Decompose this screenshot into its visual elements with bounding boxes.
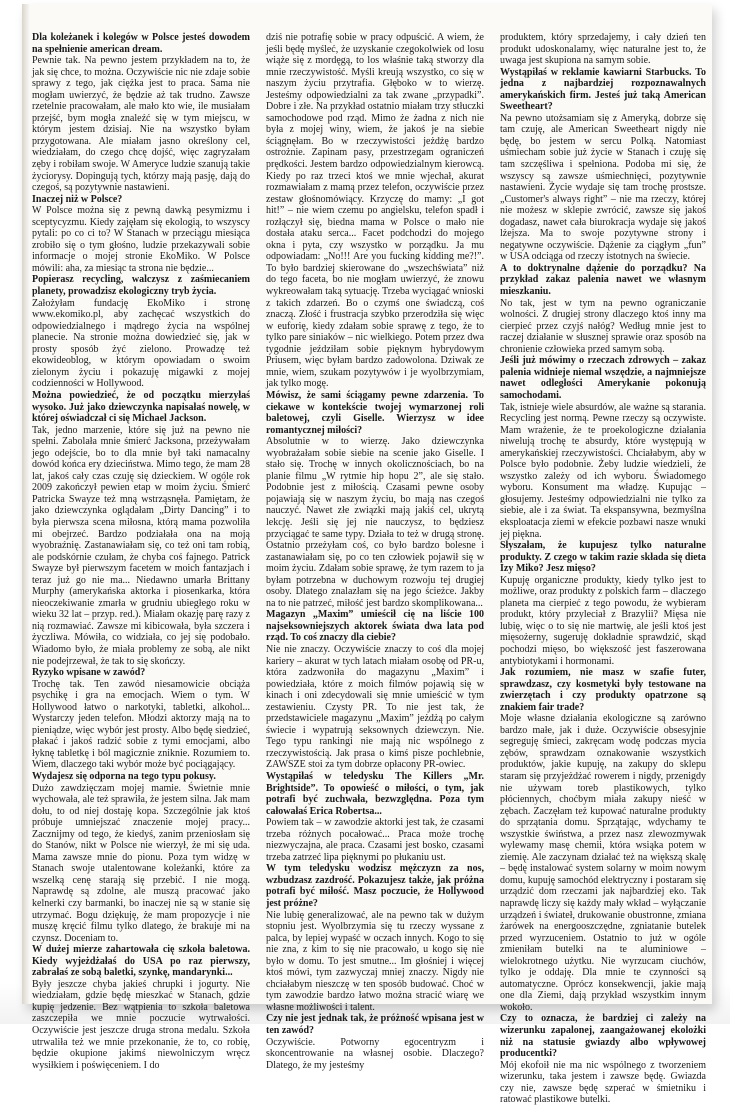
interview-answer: dziś nie potrafię sobie w pracy odpuścić. A wiem, że jeśli będę myśleć, że uzyskanie czegokolwiek od losu wiąże się z mordęgą, to los właśnie taką stworzy dla mnie rzeczywistość. Myśli kreują wszystko, co się w naszym życiu przytrafia. Głęboko w to wierzę. Jesteśmy odpowiedzialni za tak zwane „przypadki”. Dobre i złe. Na przykład ostatnio miałam trzy stłuczki samochodowe pod rząd. Mimo że żadna z nich nie była z mojej winy, wiem, że jakoś je na siebie ściągnęłam. Bo w rzeczywistości jeżdżę bardzo ostrożnie. Zapinam pasy, przestrzegam ograniczeń prędkości. Jestem bardzo odpowiedzialnym kierowcą. Kiedy po raz trzeci ktoś we mnie wjechał, akurat rozmawiałam z mamą przez telefon, oczywiście przez zestaw głośnomówiący. Krzyczę do mamy: „I got hit!” – nie wiem czemu po angielsku, telefon spadł i rozłączył się, biedna mama w Polsce o mało nie dostała ataku serca... Facet podchodzi do mojego okna i pyta, czy wszystko w porządku. Ja mu odpowiadam: „No!!! Are you fucking kidding me?!”. To było bardziej skierowane do „wszechświata” niż do tego faceta, bo nie mogłam uwierzyć, że znowu wykreowałam taką sytuację. Trzeba wyciągać wnioski z takich zdarzeń. Bo o czymś one świadczą, coś znaczą. Złość i frustracja szybko przerodziła się więc w euforię, kiedy zdałam sobie sprawę z tego, że to tylko pare siniaków – nic wielkiego. Potem przez dwa tygodnie jeździłam sobie pięknym hybrydowym Priusem, więc byłam bardzo zadowolona. Dziwak ze mnie, wiem, szukam pozytywów i je wyolbrzymiam, jak tylko mogę. — [266, 32, 484, 390]
interview-answer: Moje własne działania ekologiczne są zarówno bardzo małe, jak i duże. Oczywiście obsesyjnie segreguję śmieci, zakręcam wodę podczas mycia zębów, sprawdzam oznakowanie wszystkich produktów, jakie kupuję, na zakupy do sklepu staram się przyjeżdżać rowerem i nigdy, przenigdy nie używam toreb plastikowych, tylko płóciennych, choćbym miała zakupy nieść w zębach. Zaczęłam też kupować naturalne produkty do sprzątania domu. Sprzątając, wdychamy te wszystkie świństwa, a przez nasz zlewozmywak wylewamy masę chemii, która wsiąka potem w ziemię. Ale zaczynam działać też na większą skalę – będę instalować system solarny w moim nowym domu, kupuję samochód elektryczny i postaram się urządzić dom rzeczami jak najbardziej eko. Tak naprawdę liczy się każdy mały wkład – wyłączanie urządzeń i świateł, drukowanie obustronne, zmiana żarówek na energooszczędne, zgniatanie butelek przed wyrzuceniem. Ostatnio to już w ogóle zmieniłam butelki na te aluminiowe – wielokrotnego użytku. Nie wyrzucam ciuchów, tylko je oddaję. Dla mnie te czynności są automatyczne. Oprócz konsekwencji, jakie mają one dla Ziemi, dają przykład wszystkim innym wokoło. — [500, 713, 706, 1013]
interview-answer: Na pewno utożsamiam się z Ameryką, dobrze się tam czuję, ale American Sweetheart nigdy nie będę, bo jestem w sercu Polką. Natomiast uśmiecham sobie już życie w Stanach i czuję się tam szczęśliwa i spełniona. Podoba mi się, że wszyscy są zawsze uśmiechnięci, pozytywnie nastawieni. Życie wydaje się tam trochę prostsze. „Customer's always right” – nie ma rzeczy, której nie możesz w sklepie zwrócić, zawsze się jakoś dogadasz, nawet cała biurokracja wydaje się jakoś lżejsza. Ma to swoje pozytywne strony i negatywne oczywiście. Dążenie za ciągłym „fun” w USA odciąga od rzeczy istotnych na świecie. — [500, 112, 706, 263]
interview-question: Popierasz recycling, walczysz z zaśmiecaniem planety, prowadzisz ekologiczny tryb życia. — [32, 274, 250, 298]
text-column-1 — [32, 32, 250, 1071]
interview-answer: Pewnie tak. Na pewno jestem przykładem na to, że jak się chce, to można. Oczywiście nic nie zdaje sobie sprawy z tego, jak ciężka jest to praca. Sama nie mogłam uwierzyć, że będzie aż tak trudno. Zawsze rzetelnie pracowałam, ale mało kto wie, ile musiałam przejść, bym mogła znaleźć się w tym miejscu, w którym jestem dzisiaj. Nie na wszystko byłam przygotowana. Ale miałam jasno określony cel, wiedziałam, do czego chcę dojść, więc zagryzałam zęby i robiłam swoje. W Ameryce ludzie szanują takie życiorysy. Dopingują tych, którzy mają pasję, dają do czegoś, są pozytywnie nastawieni. — [32, 55, 250, 194]
interview-answer: Tak, jedno marzenie, które się już na pewno nie spełni. Zabolała mnie śmierć Jacksona, przeżywałam jego odejście, bo to dla mnie był taki namacalny dowód końca ery dzieciństwa. Mimo tego, że mam 28 lat, jakoś cały czas czuję się dzieckiem. W ogóle rok 2009 zakończył pewien etap w moim życiu. Śmierć Patricka Swayze też mną wstrząsnęła. Pamiętam, że jako dziewczynka oglądałam „Dirty Dancing” i to była pierwsza scena miłosna, którą mama pozwoliła mi obejrzeć. Bardzo podziałała ona na moją wyobraźnię. Zastanawiałam się, co też oni tam robią, ale podskórnie czułam, że chyba coś fajnego. Patrick Swayze był pierwszym facetem w moich fantazjach i teraz już go nie ma... Niedawno umarła Brittany Murphy (amerykańska aktorka i piosenkarka, która nieoczekiwanie zmarła w grudniu ubiegłego roku w wieku 32 lat – przyp. red.). Miałam okazję parę razy z nią rozmawiać. Zawsze mi kibicowała, była szczera i życzliwa. Mówiła, co widziała, co jej się podobało. Wiadomo było, że miała problemy ze sobą, ale nikt nie podejrzewał, że tak to się skończy. — [32, 424, 250, 667]
interview-question: Słyszałam, że kupujesz tylko naturalne produkty. Z czego w takim razie składa się dieta Izy Miko? Jesz mięso? — [500, 540, 706, 575]
interview-question: Jak rozumiem, nie masz w szafie futer, sprawdzasz, czy kosmetyki były testowane na zwierzętach i czy produkty opatrzone są znakiem fair trade? — [500, 667, 706, 713]
interview-question: Mówisz, że sami ściągamy pewne zdarzenia. To ciekawe w kontekście twojej wymarzonej roli baletowej, czyli Giselle. Wierzysz w idee romantycznej miłości? — [266, 389, 484, 436]
interview-answer: Absolutnie w to wierzę. Jako dziewczynka wyobrażałam sobie siebie na scenie jako Giselle. I stało się. Trochę w innych okolicznościach, bo na planie filmu „W rytmie hip hopu 2”, ale się stało. Podobnie jest z miłością. Czasami pewne osoby pojawiają się w naszym życiu, bo mają nas czegoś nauczyć. Nawet złe związki mają jakiś cel, ukrytą lekcję. Jeśli się jej nie nauczysz, to będziesz przyciągać te same typy. Działa to też w drugą stronę. Ostatnio przeżyłam coś, co było bardzo bolesne i zastanawiałam się, po co ten człowiek pojawił się w moim życiu. Zdałam sobie sprawę, że tym razem to ja byłam potrzebna w duchowym rozwoju tej drugiej osoby. Dlatego znalazłam się na jego ścieżce. Jakby na to nie patrzeć, miłość jest bardzo skomplikowana... — [266, 436, 484, 609]
interview-question: Magazyn „Maxim” umieścił cię na liście 100 najseksowniejszych aktorek świata dwa lata pod rząd. To coś znaczy dla ciebie? — [266, 609, 484, 644]
interview-answer: Kupuję organiczne produkty, kiedy tylko jest to możliwe, oraz produkty z polskich farm – dlaczego planeta ma cierpieć z tego powodu, że wybieram produkt, który przyleciał z Brazylii? Mięsa nie lubię, więc o to się nie martwię, ale jeśli ktoś jest mięsożerny, sugeruję dokładnie sprawdzić, skąd pochodzi mięso, bo większość jest faszerowana antybiotykami i hormonami. — [500, 574, 706, 667]
interview-question: Można powiedzieć, że od początku mierzyłaś wysoko. Już jako dziewczynka napisałaś nowelę, w której oświadczał ci się Michael Jackson. — [32, 389, 250, 425]
interview-question: W dużej mierze zahartowała cię szkoła baletowa. Kiedy wyjeżdżałaś do USA po raz pierwszy, zabrałaś ze sobą baletki, szynkę, mandarynki... — [32, 944, 250, 979]
interview-answer: W Polsce można się z pewną dawką pesymizmu i sceptycyzmu. Kiedy zajęłam się ekologią, to wszyscy pytali: po co ci to? W Stanach w przeciągu miesiąca zrobiło się o tym głośno, ludzie przekazywali sobie informacje o mojej stronie EkoMiko. W Polsce mówili: aha, za miesiąc ta strona nie będzie... — [32, 205, 250, 274]
interview-answer: No tak, jest w tym na pewno ograniczanie wolności. Z drugiej strony dlaczego ktoś inny ma cierpieć przez czyjś nałóg? Według mnie jest to raczej działanie w słusznej sprawie oraz sposób na chronienie człowieka przed samym sobą. — [500, 297, 706, 355]
interview-answer: Nie nie znaczy. Oczywiście znaczy to coś dla mojej kariery – akurat w tych latach miałam osobę od PR-u, która zadzwoniła do magazynu „Maxim” i powiedziała, które z moich filmów pojawią się w kinach i oni zdecydowali się mnie umieścić w tym zestawieniu. Czysty PR. To nie jest tak, że przedstawiciele magazynu „Maxim” jeżdżą po całym świecie i wypatrują seksownych dziewczyn. Nie. Tego typu rankingi nie mają nic wspólnego z rzeczywistością. Jak prasa o kimś pisze pochlebnie, ZAWSZE stoi za tym dobrze opłacony PR-owiec. — [266, 643, 484, 771]
interview-question: Inaczej niż w Polsce? — [32, 193, 123, 205]
interview-answer: Założyłam fundację EkoMiko i stronę www.ekomiko.pl, aby zachęcać wszystkich do odpowiedzialnego i mądrego życia na wspólnej planecie. Na stronie można dowiedzieć się, jak w prosty sposób żyć zielono. Prowadzę też ekowideoblog, w którym opowiadam o swoim zielonym życiu i pokazuję migawki z mojej codzienności w Hollywood. — [32, 297, 250, 390]
magazine-page — [22, 4, 712, 1106]
interview-answer: Oczywiście. Potworny egocentryzm i skoncentrowanie na własnej osobie. Dlaczego? Dlatego, że my jesteśmy — [266, 1036, 484, 1071]
interview-answer: Tak, istnieje wiele absurdów, ale ważne są starania. Recycling jest normą. Pewne rzeczy są oczywiste. Mam wrażenie, że te proekologiczne działania niwelują trochę te absurdy, które występują w amerykańskiej rzeczywistości. Chciałabym, aby w Polsce było podobnie. Żeby ludzie wiedzieli, że wszystko zależy od ich wyboru. Świadomego wyboru. Konsument ma władzę. Kupując – głosujemy. Jesteśmy odpowiedzialni nie tylko za siebie, ale i za świat. Ta ekspansywna, bezmyślna eksploatacja ziemi w efekcie pozbawi nasze wnuki jej piękna. — [500, 401, 706, 540]
interview-answer: Trochę tak. Ten zawód niesamowicie obciąża psychikę i gra na emocjach. Wiem o tym. W Hollywood łatwo o narkotyki, tabletki, alkohol... Wystarczy jeden telefon. Młodzi aktorzy mają na to pieniądze, więc wybór jest prosty. Albo będę siedzieć, płakać i jakoś radzić sobie z tymi emocjami, albo łyknę tabletkę i ból magicznie zniknie. Rozumiem to. Wiem, dlaczego taki wybór może być pociągający. — [32, 678, 250, 771]
interview-question: Jeśli już mówimy o rzeczach zdrowych – zakaz palenia widnieje niemal wszędzie, a najmniejsze nawet odległości Amerykanie pokonują samochodami. — [500, 355, 706, 401]
interview-answer: Powiem tak – w zawodzie aktorki jest tak, że czasami trzeba różnych pocałować... Praca może trochę niezwyczajna, ale praca. Czasami jest bosko, czasami trzeba zatrzeć lipa pięknymi po płukaniu ust. — [266, 817, 484, 863]
interview-answer: Nie lubię generalizować, ale na pewno tak w dużym stopniu jest. Wyolbrzymia się tu rzeczy wyssane z palca, by lepiej wypaść w oczach innych. Kogo to się nie zna, z kim to się nie pracowało, u kogo się nie było w domu. To jest smutne... Im głośniej i więcej ktoś mówi, tym zazwyczaj mniej znaczy. Nigdy nie chciałabym nieszczę w ten sposób budować. Choć w tym zawodzie bardzo łatwo można stracić wiarę we własne możliwości i talent. — [266, 909, 484, 1013]
text-column-3 — [500, 32, 706, 1106]
interview-question: Wystąpiłaś w teledysku The Killers „Mr. Brightside”. To opowieść o miłości, o tym, jak potrafi być zuchwała, bezwzględna. Poza tym całowałaś Erica Robertsa... — [266, 771, 484, 817]
interview-question: Wystąpiłaś w reklamie kawiarni Starbucks. To jedna z najbardziej rozpoznawalnych amerykańskich firm. Jesteś już taką American Sweetheart? — [500, 66, 706, 113]
interview-question: Czy nie jest jednak tak, że próżność wpisana jest w ten zawód? — [266, 1013, 484, 1037]
interview-question: Ryzyko wpisane w zawód? — [32, 667, 146, 679]
interview-answer: Były jeszcze chyba jakieś chrupki i jogurty. Nie wiedziałam, gdzie będę mieszkać w Stanach, gdzie kupię jedzenie. Bez wątpienia to szkoła baletowa zaszczepiła we mnie poczucie wytrwałości. Oczywiście jest jeszcze druga strona medalu. Szkoła utrwaliła też we mnie przekonanie, że to, co robię, będzie okupione jakimś niewolniczym wręcz wysiłkiem i poświęceniem. I do — [32, 978, 250, 1071]
interview-answer: Mój ekofoił nie ma nic wspólnego z tworzeniem wizerunku, taka jestem i zawsze będę. Gwiazda czy nie, zawsze będę szperać w śmietniku i ratować plastikowe butelki. — [500, 1059, 706, 1106]
text-column-2 — [266, 32, 484, 1071]
interview-question: Czy to oznacza, że bardziej ci zależy na wizerunku zapalonej, zaangażowanej ekolożki niż na statusie gwiazdy albo wpływowej producentki? — [500, 1013, 706, 1060]
interview-answer: Dużo zawdzięczam mojej mamie. Świetnie mnie wychowała, ale też sprawiła, że jestem silna. Jak mam dołu, to od niej dostaję kopa. Szczególnie jak ktoś próbuje umniejszać znaczenie mojej pracy... Zacznijmy od tego, że kiedyś, zanim przeniosłam się do Stanów, nikt w Polsce nie wierzył, że mi się uda. Mama zawsze mnie do pionu. Poza tym widzę w Stanach swoje utalentowane koleżanki, które za wszelką cenę starają się przebić. I nie mogą. Naprawdę są zdolne, ale muszą pracować jako kelnerki czy barmanki, bo inaczej nie są w stanie się utrzymać. Bogu dziękuję, że mam propozycje i nie muszę kręcić filmu tylko dlatego, że brakuje mi na czynsz. Doceniam to. — [32, 782, 250, 944]
interview-question: A to doktrynalne dążenie do porządku? Na przykład zakaz palenia nawet we własnym mieszkaniu. — [500, 262, 706, 298]
page-binding-shadow — [22, 4, 30, 1004]
interview-question: Wydajesz się odporna na tego typu pokusy. — [32, 771, 216, 782]
interview-answer: produktem, który sprzedajemy, i cały dzień ten produkt udoskonalamy, więc naturalne jest to, że uwaga jest skupiona na samym sobie. — [500, 32, 706, 67]
interview-question: W tym teledysku wodzisz mężczyzn za nos, wzbudzasz zazdrość. Pokazujesz także, jak próżna potrafi być miłość. Masz poczucie, że Hollywood jest próżne? — [266, 863, 484, 910]
interview-question: Dla koleżanek i kolegów w Polsce jesteś dowodem na spełnienie american dream. — [32, 32, 250, 55]
